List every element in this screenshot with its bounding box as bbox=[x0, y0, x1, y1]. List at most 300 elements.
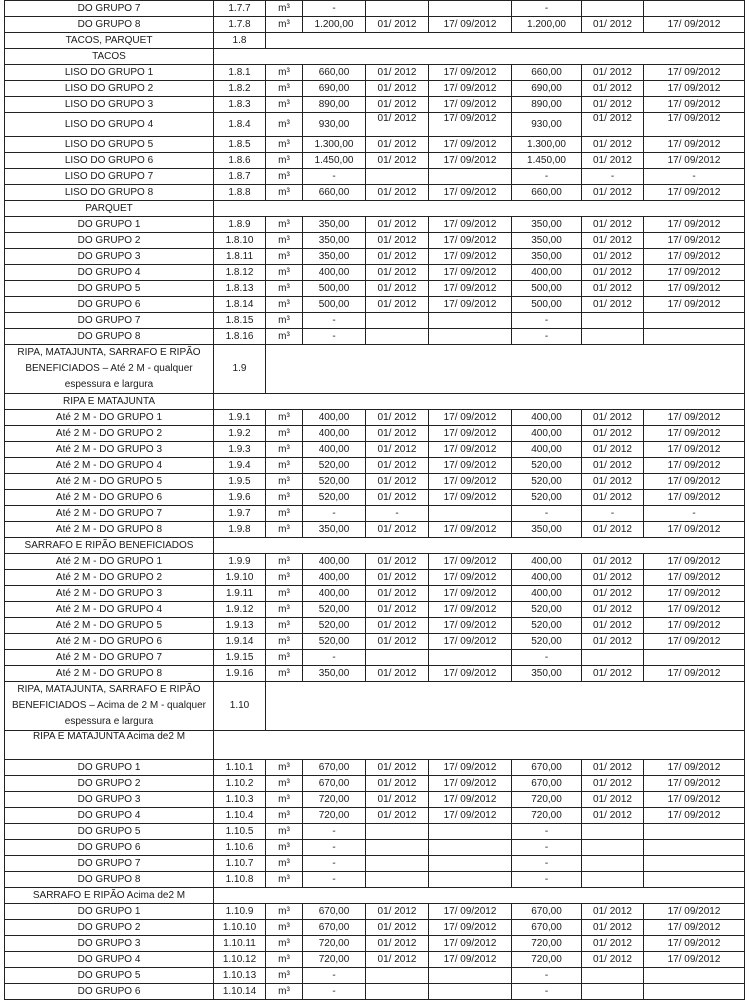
update-date-cell-2: 17/ 09/2012 bbox=[644, 97, 745, 113]
item-code-cell: 1.8.3 bbox=[214, 97, 266, 113]
item-description-cell: DO GRUPO 6 bbox=[5, 297, 214, 313]
update-date-cell-2: 17/ 09/2012 bbox=[644, 217, 745, 233]
update-date-cell bbox=[429, 1, 512, 17]
price-cell-2: 670,00 bbox=[512, 776, 582, 792]
update-date-cell: 17/ 09/2012 bbox=[429, 17, 512, 33]
item-code-cell: 1.9.16 bbox=[214, 666, 266, 682]
reference-month-cell-2 bbox=[582, 313, 644, 329]
reference-month-cell-2: 01/ 2012 bbox=[582, 281, 644, 297]
reference-month-cell: 01/ 2012 bbox=[366, 410, 429, 426]
price-cell-2: 500,00 bbox=[512, 297, 582, 313]
update-date-cell-2 bbox=[644, 1, 745, 17]
price-cell: 720,00 bbox=[303, 936, 366, 952]
item-code-cell: 1.10.13 bbox=[214, 968, 266, 984]
table-row bbox=[5, 458, 745, 474]
item-code-cell: 1.9.1 bbox=[214, 410, 266, 426]
price-cell-2: 670,00 bbox=[512, 920, 582, 936]
subheader-empty-cell bbox=[214, 394, 745, 410]
item-code-cell: 1.9.15 bbox=[214, 650, 266, 666]
item-code-cell: 1.9.3 bbox=[214, 442, 266, 458]
unit-cell: m³ bbox=[266, 474, 303, 490]
price-cell: - bbox=[303, 824, 366, 840]
table-row bbox=[5, 602, 745, 618]
update-date-cell: 17/ 09/2012 bbox=[429, 936, 512, 952]
table-row bbox=[5, 329, 745, 345]
reference-month-cell: 01/ 2012 bbox=[366, 952, 429, 968]
section-code-cell: 1.9 bbox=[214, 345, 266, 394]
update-date-cell: 17/ 09/2012 bbox=[429, 586, 512, 602]
item-code-cell: 1.9.13 bbox=[214, 618, 266, 634]
update-date-cell-2: 17/ 09/2012 bbox=[644, 522, 745, 538]
update-date-cell: 17/ 09/2012 bbox=[429, 570, 512, 586]
table-row bbox=[5, 776, 745, 792]
reference-month-cell-2: 01/ 2012 bbox=[582, 474, 644, 490]
unit-cell: m³ bbox=[266, 410, 303, 426]
reference-month-cell: 01/ 2012 bbox=[366, 153, 429, 169]
item-code-cell: 1.10.10 bbox=[214, 920, 266, 936]
reference-month-cell: 01/ 2012 bbox=[366, 97, 429, 113]
price-cell: 670,00 bbox=[303, 760, 366, 776]
price-cell: 520,00 bbox=[303, 490, 366, 506]
reference-month-cell: 01/ 2012 bbox=[366, 490, 429, 506]
update-date-cell: 17/ 09/2012 bbox=[429, 792, 512, 808]
item-code-cell: 1.10.4 bbox=[214, 808, 266, 824]
item-description-cell: Até 2 M - DO GRUPO 5 bbox=[5, 474, 214, 490]
price-cell-2: 520,00 bbox=[512, 618, 582, 634]
update-date-cell-2 bbox=[644, 856, 745, 872]
item-description-cell: DO GRUPO 4 bbox=[5, 952, 214, 968]
update-date-cell: 17/ 09/2012 bbox=[429, 97, 512, 113]
price-cell: 690,00 bbox=[303, 81, 366, 97]
item-description-cell: DO GRUPO 1 bbox=[5, 904, 214, 920]
reference-month-cell-2 bbox=[582, 840, 644, 856]
table-row bbox=[5, 792, 745, 808]
table-row bbox=[5, 217, 745, 233]
price-cell: - bbox=[303, 968, 366, 984]
price-cell: 400,00 bbox=[303, 426, 366, 442]
item-code-cell: 1.9.12 bbox=[214, 602, 266, 618]
subheader-row bbox=[5, 538, 745, 554]
reference-month-cell-2: 01/ 2012 bbox=[582, 760, 644, 776]
item-description-cell: DO GRUPO 5 bbox=[5, 968, 214, 984]
reference-month-cell: 01/ 2012 bbox=[366, 297, 429, 313]
item-description-cell: DO GRUPO 2 bbox=[5, 920, 214, 936]
item-description-cell: DO GRUPO 5 bbox=[5, 824, 214, 840]
reference-month-cell-2: 01/ 2012 bbox=[582, 265, 644, 281]
update-date-cell-2 bbox=[644, 840, 745, 856]
table-row bbox=[5, 554, 745, 570]
item-description-cell: Até 2 M - DO GRUPO 3 bbox=[5, 442, 214, 458]
unit-cell: m³ bbox=[266, 760, 303, 776]
update-date-cell: 17/ 09/2012 bbox=[429, 281, 512, 297]
reference-month-cell-2: 01/ 2012 bbox=[582, 490, 644, 506]
item-code-cell: 1.9.9 bbox=[214, 554, 266, 570]
item-code-cell: 1.8.14 bbox=[214, 297, 266, 313]
update-date-cell-2: 17/ 09/2012 bbox=[644, 952, 745, 968]
table-row bbox=[5, 920, 745, 936]
unit-cell: m³ bbox=[266, 490, 303, 506]
reference-month-cell-2 bbox=[582, 984, 644, 1000]
table-row bbox=[5, 153, 745, 169]
unit-cell: m³ bbox=[266, 904, 303, 920]
update-date-cell bbox=[429, 650, 512, 666]
update-date-cell: 17/ 09/2012 bbox=[429, 776, 512, 792]
item-code-cell: 1.8.4 bbox=[214, 113, 266, 137]
reference-month-cell: 01/ 2012 bbox=[366, 554, 429, 570]
item-description-cell: Até 2 M - DO GRUPO 5 bbox=[5, 618, 214, 634]
update-date-cell-2: 17/ 09/2012 bbox=[644, 920, 745, 936]
price-cell: 400,00 bbox=[303, 570, 366, 586]
item-code-cell: 1.9.4 bbox=[214, 458, 266, 474]
price-cell: 1.300,00 bbox=[303, 137, 366, 153]
item-description-cell: Até 2 M - DO GRUPO 3 bbox=[5, 586, 214, 602]
reference-month-cell: 01/ 2012 bbox=[366, 137, 429, 153]
section-code-cell: 1.8 bbox=[214, 33, 266, 49]
reference-month-cell-2: 01/ 2012 bbox=[582, 666, 644, 682]
item-description-cell: DO GRUPO 4 bbox=[5, 808, 214, 824]
update-date-cell-2 bbox=[644, 984, 745, 1000]
section-title-cell: RIPA, MATAJUNTA, SARRAFO E RIPÃO BENEFICIADOS – Até 2 M - qualquer espessura e largura bbox=[5, 345, 214, 394]
table-row bbox=[5, 249, 745, 265]
unit-cell: m³ bbox=[266, 458, 303, 474]
update-date-cell: 17/ 09/2012 bbox=[429, 920, 512, 936]
update-date-cell-2: 17/ 09/2012 bbox=[644, 570, 745, 586]
reference-month-cell: 01/ 2012 bbox=[366, 113, 429, 137]
reference-month-cell-2: 01/ 2012 bbox=[582, 776, 644, 792]
reference-month-cell-2: 01/ 2012 bbox=[582, 442, 644, 458]
table-row bbox=[5, 522, 745, 538]
unit-cell: m³ bbox=[266, 281, 303, 297]
table-row bbox=[5, 81, 745, 97]
reference-month-cell-2: 01/ 2012 bbox=[582, 81, 644, 97]
price-cell-2: 400,00 bbox=[512, 570, 582, 586]
price-cell: - bbox=[303, 169, 366, 185]
price-cell: - bbox=[303, 840, 366, 856]
table-row bbox=[5, 840, 745, 856]
unit-cell: m³ bbox=[266, 249, 303, 265]
price-cell-2: 350,00 bbox=[512, 217, 582, 233]
table-row bbox=[5, 442, 745, 458]
reference-month-cell: 01/ 2012 bbox=[366, 265, 429, 281]
table-row bbox=[5, 169, 745, 185]
reference-month-cell-2: 01/ 2012 bbox=[582, 952, 644, 968]
reference-month-cell-2: 01/ 2012 bbox=[582, 153, 644, 169]
reference-month-cell-2: 01/ 2012 bbox=[582, 792, 644, 808]
update-date-cell: 17/ 09/2012 bbox=[429, 952, 512, 968]
price-cell: 350,00 bbox=[303, 233, 366, 249]
table-row bbox=[5, 474, 745, 490]
table-row bbox=[5, 666, 745, 682]
reference-month-cell-2: 01/ 2012 bbox=[582, 17, 644, 33]
price-cell-2: - bbox=[512, 968, 582, 984]
update-date-cell-2: 17/ 09/2012 bbox=[644, 17, 745, 33]
price-cell-2: 660,00 bbox=[512, 185, 582, 201]
item-code-cell: 1.9.5 bbox=[214, 474, 266, 490]
item-code-cell: 1.7.8 bbox=[214, 17, 266, 33]
unit-cell: m³ bbox=[266, 792, 303, 808]
update-date-cell-2: 17/ 09/2012 bbox=[644, 760, 745, 776]
reference-month-cell: 01/ 2012 bbox=[366, 17, 429, 33]
item-code-cell: 1.10.5 bbox=[214, 824, 266, 840]
unit-cell: m³ bbox=[266, 1, 303, 17]
price-cell: 660,00 bbox=[303, 185, 366, 201]
price-cell: 1.450,00 bbox=[303, 153, 366, 169]
table-row bbox=[5, 1, 745, 17]
price-cell-2: 1.300,00 bbox=[512, 137, 582, 153]
reference-month-cell-2: - bbox=[582, 169, 644, 185]
unit-cell: m³ bbox=[266, 426, 303, 442]
reference-month-cell-2 bbox=[582, 1, 644, 17]
item-description-cell: DO GRUPO 7 bbox=[5, 1, 214, 17]
unit-cell: m³ bbox=[266, 17, 303, 33]
price-cell-2: 350,00 bbox=[512, 249, 582, 265]
subheader-row bbox=[5, 201, 745, 217]
update-date-cell: 17/ 09/2012 bbox=[429, 760, 512, 776]
unit-cell: m³ bbox=[266, 618, 303, 634]
unit-cell: m³ bbox=[266, 169, 303, 185]
item-code-cell: 1.9.6 bbox=[214, 490, 266, 506]
price-cell: 720,00 bbox=[303, 808, 366, 824]
reference-month-cell: 01/ 2012 bbox=[366, 760, 429, 776]
table-row bbox=[5, 650, 745, 666]
unit-cell: m³ bbox=[266, 153, 303, 169]
reference-month-cell-2: 01/ 2012 bbox=[582, 113, 644, 137]
reference-month-cell-2: 01/ 2012 bbox=[582, 602, 644, 618]
table-row bbox=[5, 185, 745, 201]
reference-month-cell: 01/ 2012 bbox=[366, 65, 429, 81]
update-date-cell-2: 17/ 09/2012 bbox=[644, 634, 745, 650]
price-cell: 500,00 bbox=[303, 281, 366, 297]
item-code-cell: 1.8.10 bbox=[214, 233, 266, 249]
reference-month-cell-2: 01/ 2012 bbox=[582, 570, 644, 586]
price-cell: 660,00 bbox=[303, 65, 366, 81]
reference-month-cell: 01/ 2012 bbox=[366, 458, 429, 474]
section-empty-cell bbox=[266, 33, 745, 49]
update-date-cell-2: 17/ 09/2012 bbox=[644, 65, 745, 81]
unit-cell: m³ bbox=[266, 586, 303, 602]
section-empty-cell bbox=[266, 682, 745, 731]
price-cell: - bbox=[303, 984, 366, 1000]
item-description-cell: DO GRUPO 2 bbox=[5, 233, 214, 249]
price-cell: 350,00 bbox=[303, 666, 366, 682]
update-date-cell-2: 17/ 09/2012 bbox=[644, 265, 745, 281]
reference-month-cell-2 bbox=[582, 329, 644, 345]
item-code-cell: 1.9.11 bbox=[214, 586, 266, 602]
price-cell: 1.200,00 bbox=[303, 17, 366, 33]
price-cell-2: - bbox=[512, 840, 582, 856]
update-date-cell: 17/ 09/2012 bbox=[429, 81, 512, 97]
price-cell-2: 520,00 bbox=[512, 474, 582, 490]
update-date-cell-2: - bbox=[644, 506, 745, 522]
reference-month-cell-2: 01/ 2012 bbox=[582, 618, 644, 634]
section-row bbox=[5, 682, 745, 731]
reference-month-cell-2: 01/ 2012 bbox=[582, 920, 644, 936]
unit-cell: m³ bbox=[266, 113, 303, 137]
item-description-cell: DO GRUPO 8 bbox=[5, 17, 214, 33]
update-date-cell: 17/ 09/2012 bbox=[429, 137, 512, 153]
section-row bbox=[5, 345, 745, 394]
reference-month-cell: 01/ 2012 bbox=[366, 808, 429, 824]
update-date-cell bbox=[429, 840, 512, 856]
table-row bbox=[5, 490, 745, 506]
update-date-cell-2: 17/ 09/2012 bbox=[644, 602, 745, 618]
price-cell: 520,00 bbox=[303, 474, 366, 490]
unit-cell: m³ bbox=[266, 570, 303, 586]
price-cell-2: - bbox=[512, 313, 582, 329]
price-cell: 670,00 bbox=[303, 920, 366, 936]
item-description-cell: DO GRUPO 4 bbox=[5, 265, 214, 281]
price-cell: 670,00 bbox=[303, 776, 366, 792]
table-row bbox=[5, 856, 745, 872]
update-date-cell-2: 17/ 09/2012 bbox=[644, 281, 745, 297]
item-description-cell: Até 2 M - DO GRUPO 6 bbox=[5, 634, 214, 650]
update-date-cell-2: 17/ 09/2012 bbox=[644, 81, 745, 97]
table-row bbox=[5, 904, 745, 920]
item-description-cell: LISO DO GRUPO 8 bbox=[5, 185, 214, 201]
price-cell-2: 400,00 bbox=[512, 586, 582, 602]
unit-cell: m³ bbox=[266, 81, 303, 97]
subheader-title-cell: TACOS bbox=[5, 49, 214, 65]
update-date-cell-2: 17/ 09/2012 bbox=[644, 458, 745, 474]
item-code-cell: 1.10.11 bbox=[214, 936, 266, 952]
update-date-cell bbox=[429, 984, 512, 1000]
item-code-cell: 1.10.9 bbox=[214, 904, 266, 920]
unit-cell: m³ bbox=[266, 840, 303, 856]
reference-month-cell bbox=[366, 872, 429, 888]
price-cell-2: - bbox=[512, 872, 582, 888]
update-date-cell: 17/ 09/2012 bbox=[429, 410, 512, 426]
table-row bbox=[5, 634, 745, 650]
reference-month-cell-2: 01/ 2012 bbox=[582, 410, 644, 426]
item-description-cell: DO GRUPO 7 bbox=[5, 856, 214, 872]
reference-month-cell: 01/ 2012 bbox=[366, 281, 429, 297]
price-cell-2: 690,00 bbox=[512, 81, 582, 97]
price-cell: 720,00 bbox=[303, 952, 366, 968]
price-cell: 400,00 bbox=[303, 265, 366, 281]
update-date-cell: 17/ 09/2012 bbox=[429, 808, 512, 824]
reference-month-cell-2: 01/ 2012 bbox=[582, 426, 644, 442]
item-description-cell: LISO DO GRUPO 2 bbox=[5, 81, 214, 97]
price-cell-2: - bbox=[512, 856, 582, 872]
update-date-cell: 17/ 09/2012 bbox=[429, 113, 512, 137]
reference-month-cell: 01/ 2012 bbox=[366, 474, 429, 490]
price-cell: - bbox=[303, 1, 366, 17]
unit-cell: m³ bbox=[266, 602, 303, 618]
reference-month-cell-2: 01/ 2012 bbox=[582, 65, 644, 81]
reference-month-cell bbox=[366, 856, 429, 872]
unit-cell: m³ bbox=[266, 650, 303, 666]
price-cell-2: - bbox=[512, 1, 582, 17]
update-date-cell: 17/ 09/2012 bbox=[429, 522, 512, 538]
section-empty-cell bbox=[266, 345, 745, 394]
item-description-cell: DO GRUPO 8 bbox=[5, 872, 214, 888]
price-cell: 520,00 bbox=[303, 618, 366, 634]
item-description-cell: Até 2 M - DO GRUPO 2 bbox=[5, 570, 214, 586]
reference-month-cell-2: 01/ 2012 bbox=[582, 554, 644, 570]
price-cell-2: 520,00 bbox=[512, 458, 582, 474]
table-row bbox=[5, 265, 745, 281]
price-cell-2: 720,00 bbox=[512, 952, 582, 968]
update-date-cell bbox=[429, 968, 512, 984]
update-date-cell: 17/ 09/2012 bbox=[429, 185, 512, 201]
price-cell: 400,00 bbox=[303, 554, 366, 570]
update-date-cell-2 bbox=[644, 329, 745, 345]
update-date-cell: 17/ 09/2012 bbox=[429, 65, 512, 81]
unit-cell: m³ bbox=[266, 313, 303, 329]
item-code-cell: 1.8.8 bbox=[214, 185, 266, 201]
reference-month-cell-2: 01/ 2012 bbox=[582, 185, 644, 201]
unit-cell: m³ bbox=[266, 217, 303, 233]
item-code-cell: 1.8.16 bbox=[214, 329, 266, 345]
reference-month-cell bbox=[366, 984, 429, 1000]
price-cell: - bbox=[303, 313, 366, 329]
item-code-cell: 1.8.6 bbox=[214, 153, 266, 169]
unit-cell: m³ bbox=[266, 824, 303, 840]
price-cell-2: - bbox=[512, 506, 582, 522]
price-cell-2: 670,00 bbox=[512, 760, 582, 776]
reference-month-cell bbox=[366, 968, 429, 984]
update-date-cell-2 bbox=[644, 824, 745, 840]
price-cell-2: 660,00 bbox=[512, 65, 582, 81]
update-date-cell: 17/ 09/2012 bbox=[429, 618, 512, 634]
table-row bbox=[5, 137, 745, 153]
price-cell: 520,00 bbox=[303, 458, 366, 474]
reference-month-cell-2: 01/ 2012 bbox=[582, 249, 644, 265]
reference-month-cell-2: 01/ 2012 bbox=[582, 904, 644, 920]
update-date-cell: 17/ 09/2012 bbox=[429, 554, 512, 570]
update-date-cell-2 bbox=[644, 872, 745, 888]
reference-month-cell-2: 01/ 2012 bbox=[582, 233, 644, 249]
reference-month-cell: 01/ 2012 bbox=[366, 185, 429, 201]
table-row bbox=[5, 618, 745, 634]
section-code-cell: 1.10 bbox=[214, 682, 266, 731]
reference-month-cell: 01/ 2012 bbox=[366, 936, 429, 952]
table-row bbox=[5, 113, 745, 137]
table-row bbox=[5, 808, 745, 824]
table-row bbox=[5, 297, 745, 313]
table-row bbox=[5, 233, 745, 249]
item-description-cell: DO GRUPO 1 bbox=[5, 217, 214, 233]
reference-month-cell: 01/ 2012 bbox=[366, 602, 429, 618]
reference-month-cell: 01/ 2012 bbox=[366, 570, 429, 586]
update-date-cell: 17/ 09/2012 bbox=[429, 249, 512, 265]
price-cell: 520,00 bbox=[303, 634, 366, 650]
price-cell: 720,00 bbox=[303, 792, 366, 808]
price-cell-2: 400,00 bbox=[512, 554, 582, 570]
unit-cell: m³ bbox=[266, 97, 303, 113]
price-cell-2: 720,00 bbox=[512, 792, 582, 808]
update-date-cell: 17/ 09/2012 bbox=[429, 490, 512, 506]
price-cell-2: 400,00 bbox=[512, 265, 582, 281]
item-description-cell: Até 2 M - DO GRUPO 1 bbox=[5, 554, 214, 570]
item-description-cell: LISO DO GRUPO 3 bbox=[5, 97, 214, 113]
item-code-cell: 1.9.2 bbox=[214, 426, 266, 442]
item-code-cell: 1.9.8 bbox=[214, 522, 266, 538]
table-row bbox=[5, 426, 745, 442]
item-description-cell: DO GRUPO 3 bbox=[5, 936, 214, 952]
price-cell-2: - bbox=[512, 169, 582, 185]
update-date-cell-2: 17/ 09/2012 bbox=[644, 792, 745, 808]
update-date-cell: 17/ 09/2012 bbox=[429, 233, 512, 249]
reference-month-cell bbox=[366, 313, 429, 329]
unit-cell: m³ bbox=[266, 666, 303, 682]
reference-month-cell: 01/ 2012 bbox=[366, 792, 429, 808]
table-row bbox=[5, 760, 745, 776]
item-description-cell: DO GRUPO 7 bbox=[5, 313, 214, 329]
update-date-cell-2: 17/ 09/2012 bbox=[644, 185, 745, 201]
subheader-empty-cell bbox=[214, 538, 745, 554]
reference-month-cell: 01/ 2012 bbox=[366, 776, 429, 792]
